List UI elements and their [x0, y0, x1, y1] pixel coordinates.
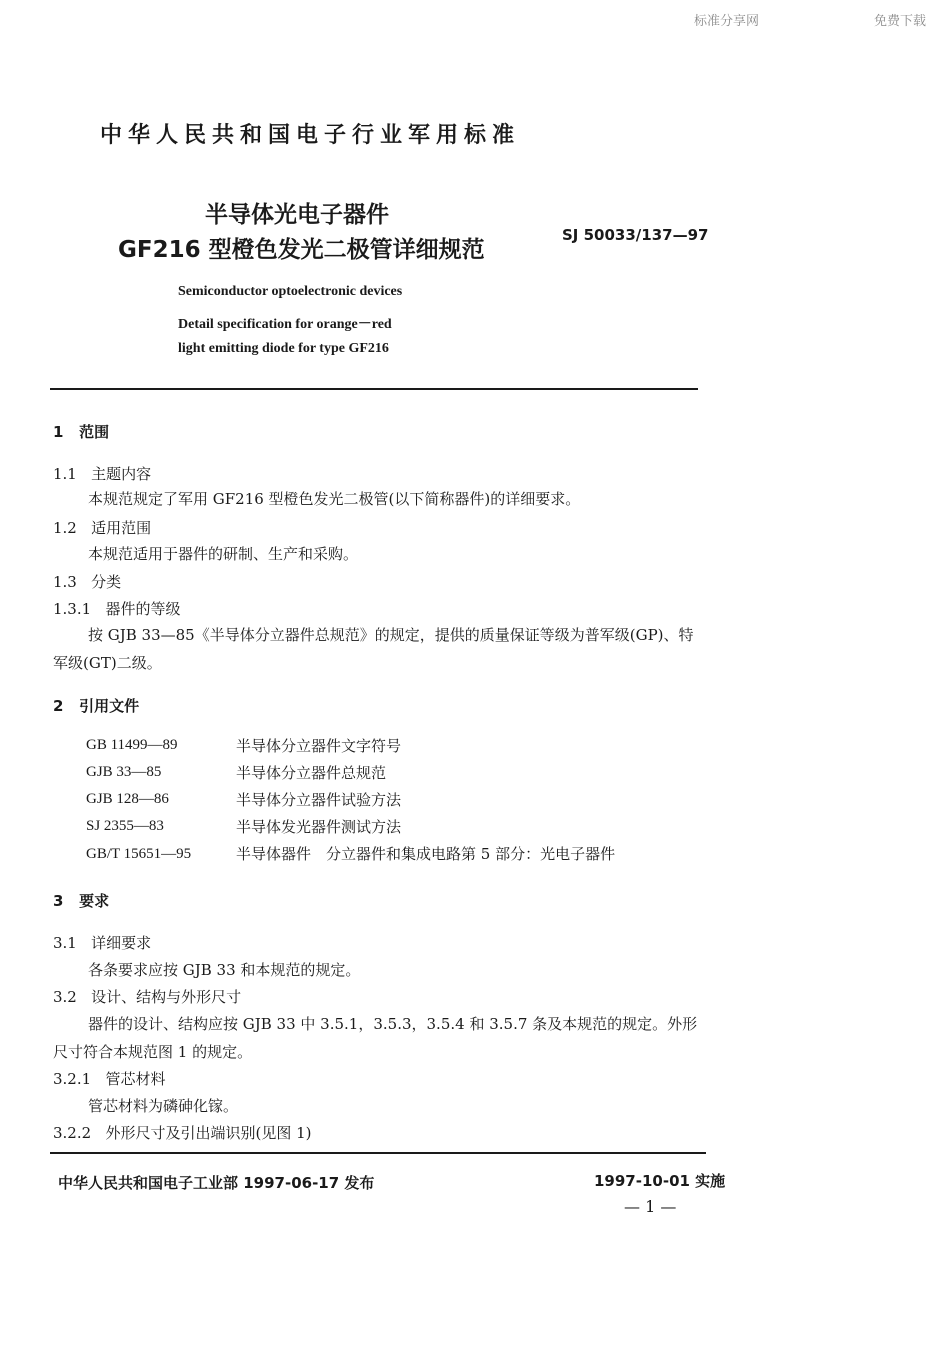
section-title: 器件的等级	[105, 600, 181, 618]
section-3-2-heading	[53, 986, 241, 1007]
section-3-1-heading	[53, 932, 151, 953]
reference-title: 半导体发光器件测试方法	[236, 818, 402, 836]
header-divider	[50, 388, 698, 390]
section-title: 分类	[91, 573, 122, 591]
section-number: 3	[53, 892, 64, 910]
reference-title: 半导体分立器件文字符号	[236, 737, 402, 755]
section-1-3-1-text-line2: 军级(GT)二级。	[53, 654, 162, 672]
section-3-2-1-text: 管芯材料为磷砷化镓。	[88, 1097, 239, 1115]
section-number: 3.2	[53, 988, 77, 1006]
reference-code: GJB 128—86	[86, 791, 169, 807]
section-number: 1.1	[53, 465, 77, 483]
effective-date: 1997-10-01 实施	[594, 1172, 726, 1190]
section-title: 管芯材料	[105, 1070, 166, 1088]
standard-type-heading: 中华人民共和国电子行业军用标准	[100, 123, 521, 148]
reference-code: GB 11499—89	[86, 737, 178, 753]
section-title: 适用范围	[91, 519, 152, 537]
reference-title: 半导体分立器件试验方法	[236, 791, 402, 809]
section-1-3-1-heading	[53, 598, 181, 619]
section-3-2-text-line2: 尺寸符合本规范图 1 的规定。	[53, 1043, 253, 1061]
section-title: 详细要求	[91, 934, 152, 952]
reference-code: GB/T 15651—95	[86, 846, 192, 862]
footer-divider	[50, 1152, 706, 1154]
title-en-line2: Detail specification for orange－red	[178, 317, 392, 332]
section-1-2-text: 本规范适用于器件的研制、生产和采购。	[88, 545, 359, 563]
reference-code: GJB 33—85	[86, 764, 162, 780]
section-1-1-heading	[53, 463, 151, 484]
section-3-2-text-line1: 器件的设计、结构应按 GJB 33 中 3.5.1，3.5.3，3.5.4 和 3.5.7 条及本规范的规定。外形	[88, 1015, 698, 1033]
section-1-3-heading	[53, 571, 121, 592]
section-number: 1.3.1	[53, 600, 92, 618]
section-number: 3.1	[53, 934, 77, 952]
watermark-left: 标准分享网	[694, 14, 760, 29]
reference-title: 半导体器件 分立器件和集成电路第 5 部分：光电子器件	[236, 845, 616, 863]
reference-title: 半导体分立器件总规范	[236, 764, 387, 782]
section-1-1-text: 本规范规定了军用 GF216 型橙色发光二极管(以下简称器件)的详细要求。	[88, 490, 581, 508]
section-3-heading	[53, 890, 109, 911]
section-1-heading	[53, 421, 109, 442]
section-number: 1	[53, 423, 64, 441]
issued-date: 中华人民共和国电子工业部 1997-06-17 发布	[58, 1174, 375, 1192]
section-title: 设计、结构与外形尺寸	[91, 988, 242, 1006]
section-number: 1.3	[53, 573, 77, 591]
section-title: 外形尺寸及引出端识别(见图 1)	[105, 1124, 312, 1142]
title-en-line1: Semiconductor optoelectronic devices	[178, 284, 403, 299]
title-cn-line1: 半导体光电子器件	[205, 202, 389, 228]
section-title: 要求	[79, 892, 110, 910]
page-number: — 1 —	[624, 1197, 677, 1216]
section-1-2-heading	[53, 517, 151, 538]
section-title: 范围	[79, 423, 110, 441]
section-2-heading	[53, 695, 139, 716]
section-title: 引用文件	[79, 697, 140, 715]
section-number: 3.2.1	[53, 1070, 92, 1088]
section-3-2-2-heading	[53, 1122, 312, 1143]
section-number: 2	[53, 697, 64, 715]
section-3-1-text: 各条要求应按 GJB 33 和本规范的规定。	[88, 961, 361, 979]
reference-code: SJ 2355—83	[86, 818, 164, 834]
section-number: 3.2.2	[53, 1124, 92, 1142]
section-number: 1.2	[53, 519, 77, 537]
title-cn-line2: GF216 型橙色发光二极管详细规范	[118, 237, 485, 263]
section-title: 主题内容	[91, 465, 152, 483]
standard-code: SJ 50033/137—97	[562, 226, 709, 244]
watermark-right: 免费下载	[874, 14, 927, 29]
title-en-line3: light emitting diode for type GF216	[178, 341, 389, 356]
section-1-3-1-text-line1: 按 GJB 33—85《半导体分立器件总规范》的规定，提供的质量保证等级为普军级(GP)、特	[88, 626, 694, 644]
section-3-2-1-heading	[53, 1068, 166, 1089]
